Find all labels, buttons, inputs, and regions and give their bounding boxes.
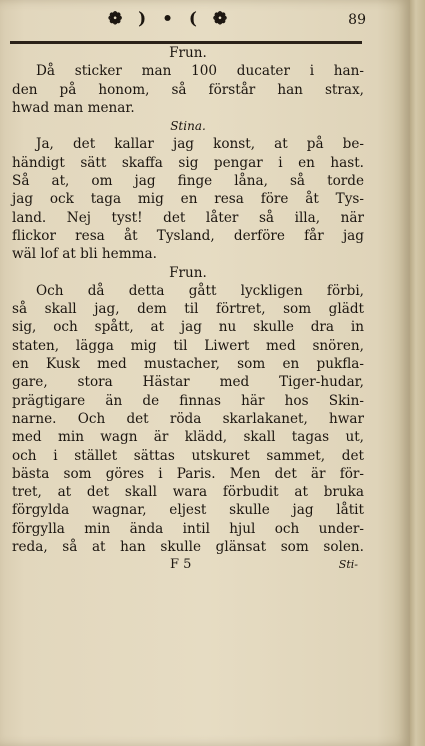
- text-line: land. Nej tyst! det låter så illa, när: [12, 209, 364, 226]
- text-line: gare, stora Hästar med Tiger-hudar,: [12, 374, 364, 391]
- text-line: narne. Och det röda skarlakanet, hwar: [12, 410, 364, 427]
- header-ornament: ❁ ) • ( ❁: [108, 9, 233, 29]
- text-line: flickor resa åt Tysland, derföre får jag: [12, 227, 364, 244]
- text-line: Så at, om jag finge låna, så torde: [12, 173, 364, 190]
- text-line: staten, lägga mig til Liwert med snören,: [12, 337, 364, 354]
- text-line: så skall jag, dem til förtret, som glädt: [12, 301, 364, 318]
- catchword: Sti-: [338, 558, 358, 572]
- page-footer: [12, 556, 364, 574]
- page-header: [10, 6, 366, 36]
- speaker-name: Stina.: [170, 119, 206, 134]
- text-line: wäl lof at bli hemma.: [12, 246, 157, 263]
- text-line: reda, så at han skulle glänsat som solen.: [12, 539, 364, 556]
- text-line: jag ock taga mig en resa före åt Tys-: [12, 191, 364, 208]
- text-line: och i stället sättas utskuret sammet, det: [12, 447, 364, 464]
- page-number: 89: [348, 12, 366, 28]
- text-line: händigt sätt skaffa sig pengar i en hast.: [12, 154, 364, 171]
- text-line: bästa som göres i Paris. Men det är för-: [12, 465, 364, 482]
- signature-mark: F 5: [170, 557, 192, 573]
- text-line: sig, och spått, at jag nu skulle dra in: [12, 319, 364, 336]
- text-line: hwad man menar.: [12, 99, 135, 116]
- text-line: Ja, det kallar jag konst, at på be-: [36, 136, 364, 153]
- text-line: prägtigare än de finnas här hos Skin-: [12, 392, 364, 409]
- text-line: Då sticker man 100 ducater i han-: [36, 63, 364, 80]
- text-line: en Kusk med mustacher, som en pukfla-: [12, 356, 364, 373]
- text-line: tret, at det skall wara förbudit at bruka: [12, 484, 364, 501]
- speaker-name: Frun.: [169, 45, 207, 61]
- text-line: förgylla min ända intil hjul och under-: [12, 520, 364, 537]
- speaker-name: Frun.: [169, 264, 207, 281]
- text-line: den på honom, så förstår han strax,: [12, 81, 364, 98]
- text-line: Och då detta gått lyckligen förbi,: [36, 282, 364, 299]
- text-body: [12, 44, 364, 575]
- page-edge: [410, 0, 425, 746]
- text-line: förgylda wagnar, eljest skulle jag låtit: [12, 502, 364, 519]
- text-line: med min wagn är klädd, skall tagas ut,: [12, 429, 364, 446]
